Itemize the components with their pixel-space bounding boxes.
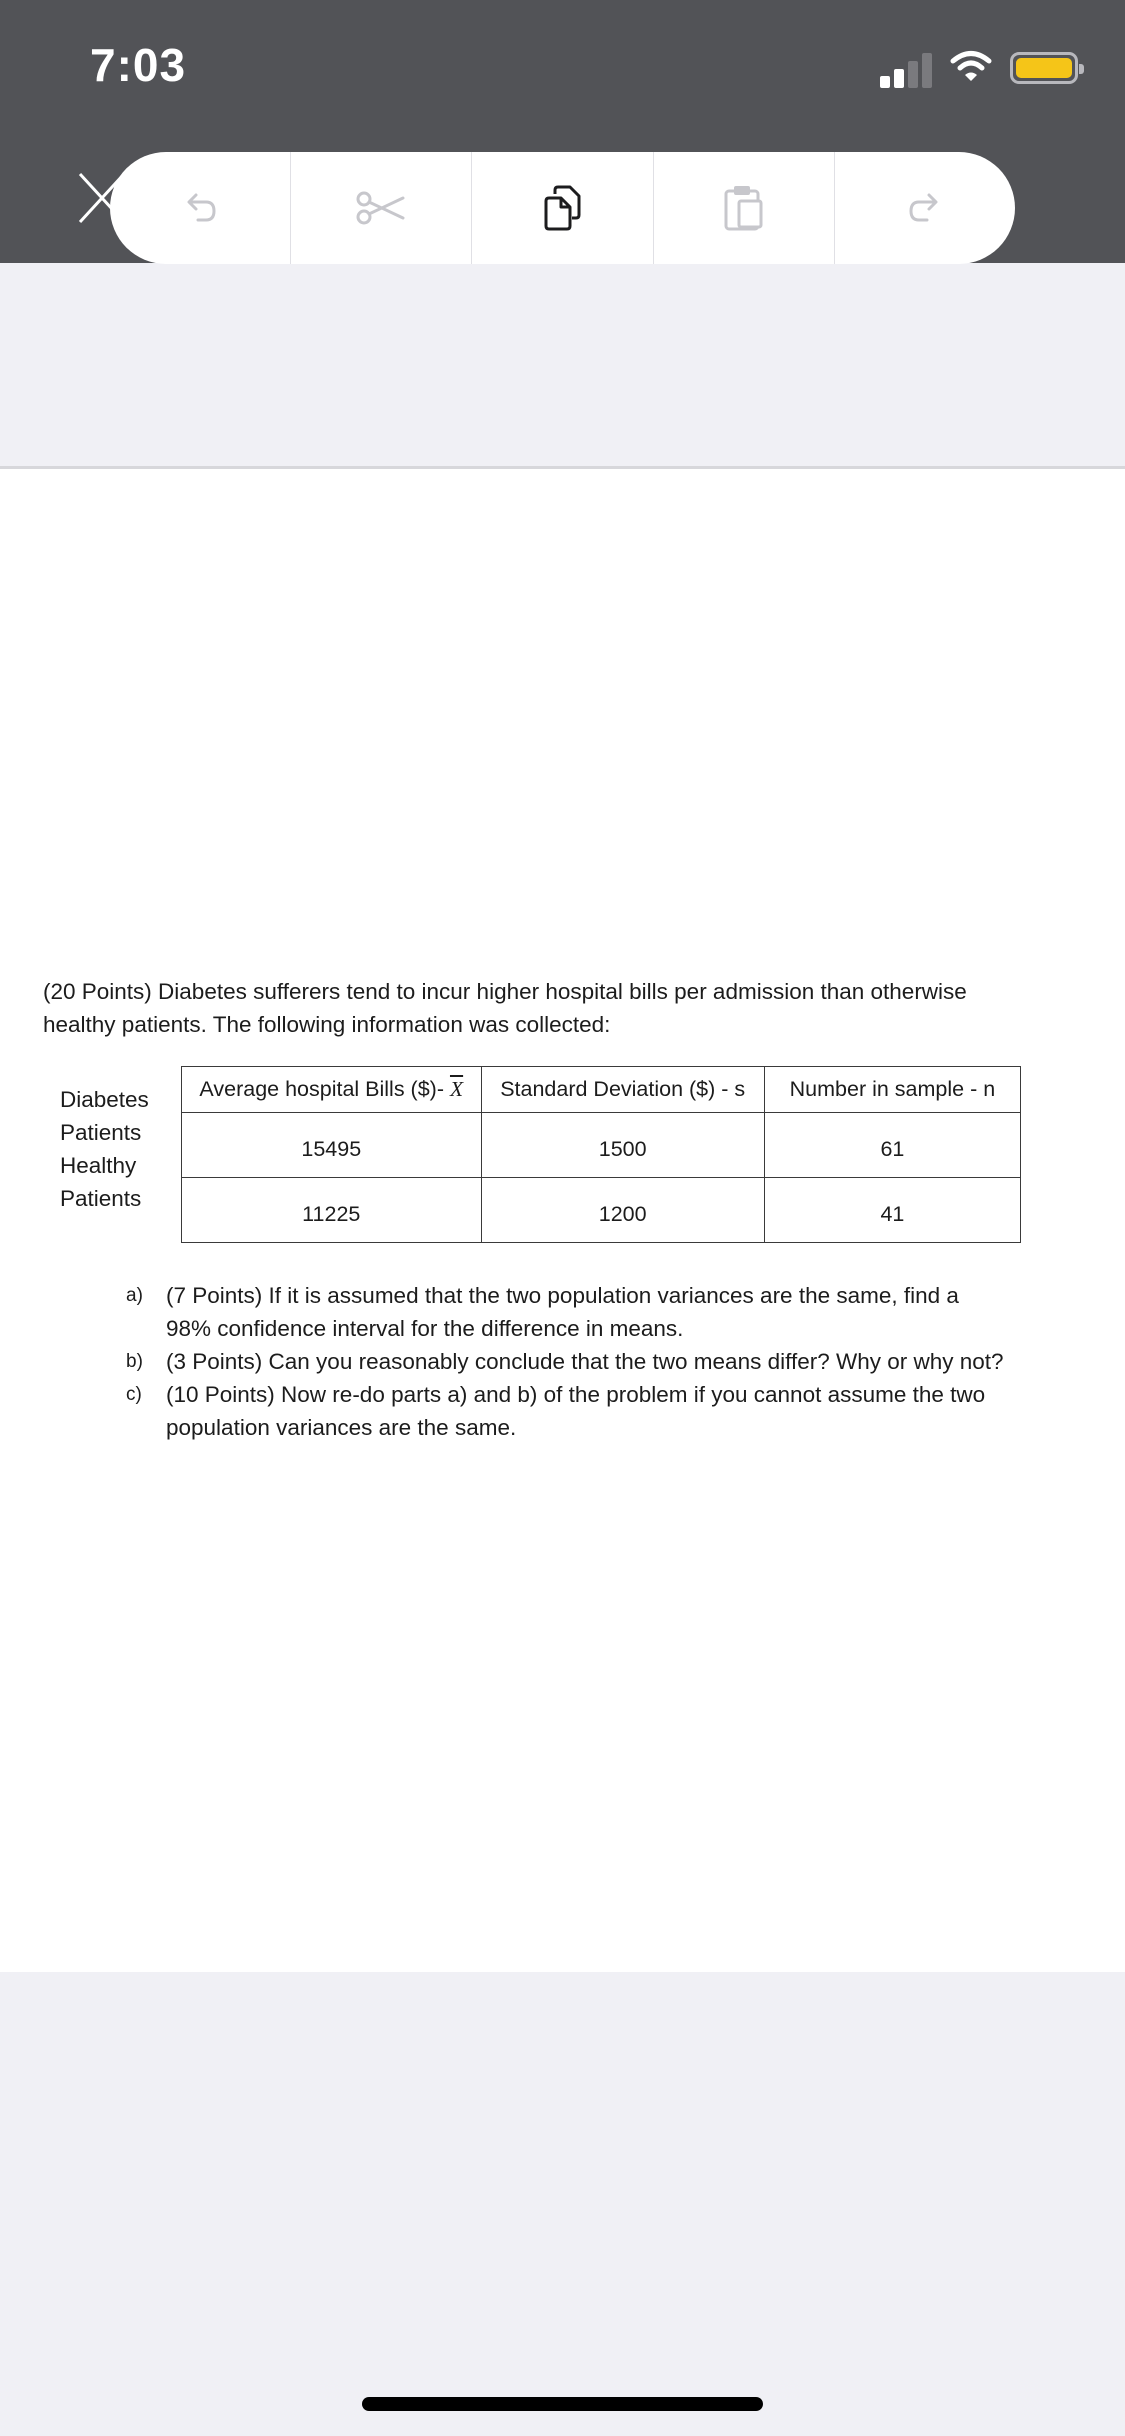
cut-button[interactable] (291, 152, 472, 264)
cell-std: 1500 (481, 1113, 764, 1178)
data-table (181, 1066, 1021, 1243)
document-page (0, 466, 1125, 1972)
list-item (126, 1345, 1006, 1378)
header-average: Average hospital Bills ($)- $\overline{X}$ (182, 1067, 482, 1113)
question-marker: c) (126, 1384, 142, 1405)
question-marker: a) (126, 1285, 143, 1306)
redo-button[interactable] (835, 152, 1015, 264)
problem-intro: (20 Points) Diabetes sufferers tend to incur higher hospital bills per admission than otherwise healthy patients. The following information was collected: (43, 979, 967, 1037)
wifi-icon (950, 50, 992, 84)
cell-n: 61 (764, 1113, 1020, 1178)
copy-icon (541, 184, 585, 232)
header-std: Standard Deviation ($) - s (481, 1067, 764, 1113)
x-bar-symbol: $\overline{X}$ (449, 1077, 464, 1101)
question-list (126, 1279, 1006, 1444)
status-bar (0, 0, 1125, 263)
row-label: Healthy (60, 1153, 137, 1178)
cell-average: 15495 (182, 1113, 482, 1178)
row-label: Patients (60, 1120, 142, 1145)
scissors-icon (355, 188, 407, 228)
question-text: (3 Points) Can you reasonably conclude that the two means differ? Why or why not? (166, 1349, 1004, 1374)
battery-icon (1010, 52, 1078, 84)
paste-icon (722, 183, 766, 233)
question-text: (10 Points) Now re-do parts a) and b) of the problem if you cannot assume the two population variances are the same. (166, 1382, 986, 1440)
redo-arrow-icon (905, 188, 945, 228)
table-row (182, 1178, 1021, 1243)
cell-n: 41 (764, 1178, 1020, 1243)
question-text: (7 Points) If it is assumed that the two population variances are the same, find a 98% confidence interval for the difference in means. (166, 1283, 959, 1341)
question-marker: b) (126, 1351, 143, 1372)
row-label: Patients (60, 1186, 142, 1211)
cellular-signal-icon (880, 52, 934, 88)
paste-button[interactable] (654, 152, 835, 264)
header-n: Number in sample - n (764, 1067, 1020, 1113)
table-header-row (182, 1067, 1021, 1113)
undo-arrow-icon (180, 188, 220, 228)
status-time: 7:03 (90, 39, 187, 91)
table-row (182, 1113, 1021, 1178)
list-item (126, 1378, 1006, 1444)
list-item (126, 1279, 1006, 1345)
row-label: Diabetes (60, 1087, 149, 1112)
home-indicator[interactable] (362, 2397, 763, 2411)
row-labels (60, 1083, 170, 1215)
copy-button[interactable] (472, 152, 653, 264)
cell-average: 11225 (182, 1178, 482, 1243)
cell-std: 1200 (481, 1178, 764, 1243)
edit-toolbar (110, 152, 1015, 264)
undo-button[interactable] (110, 152, 291, 264)
